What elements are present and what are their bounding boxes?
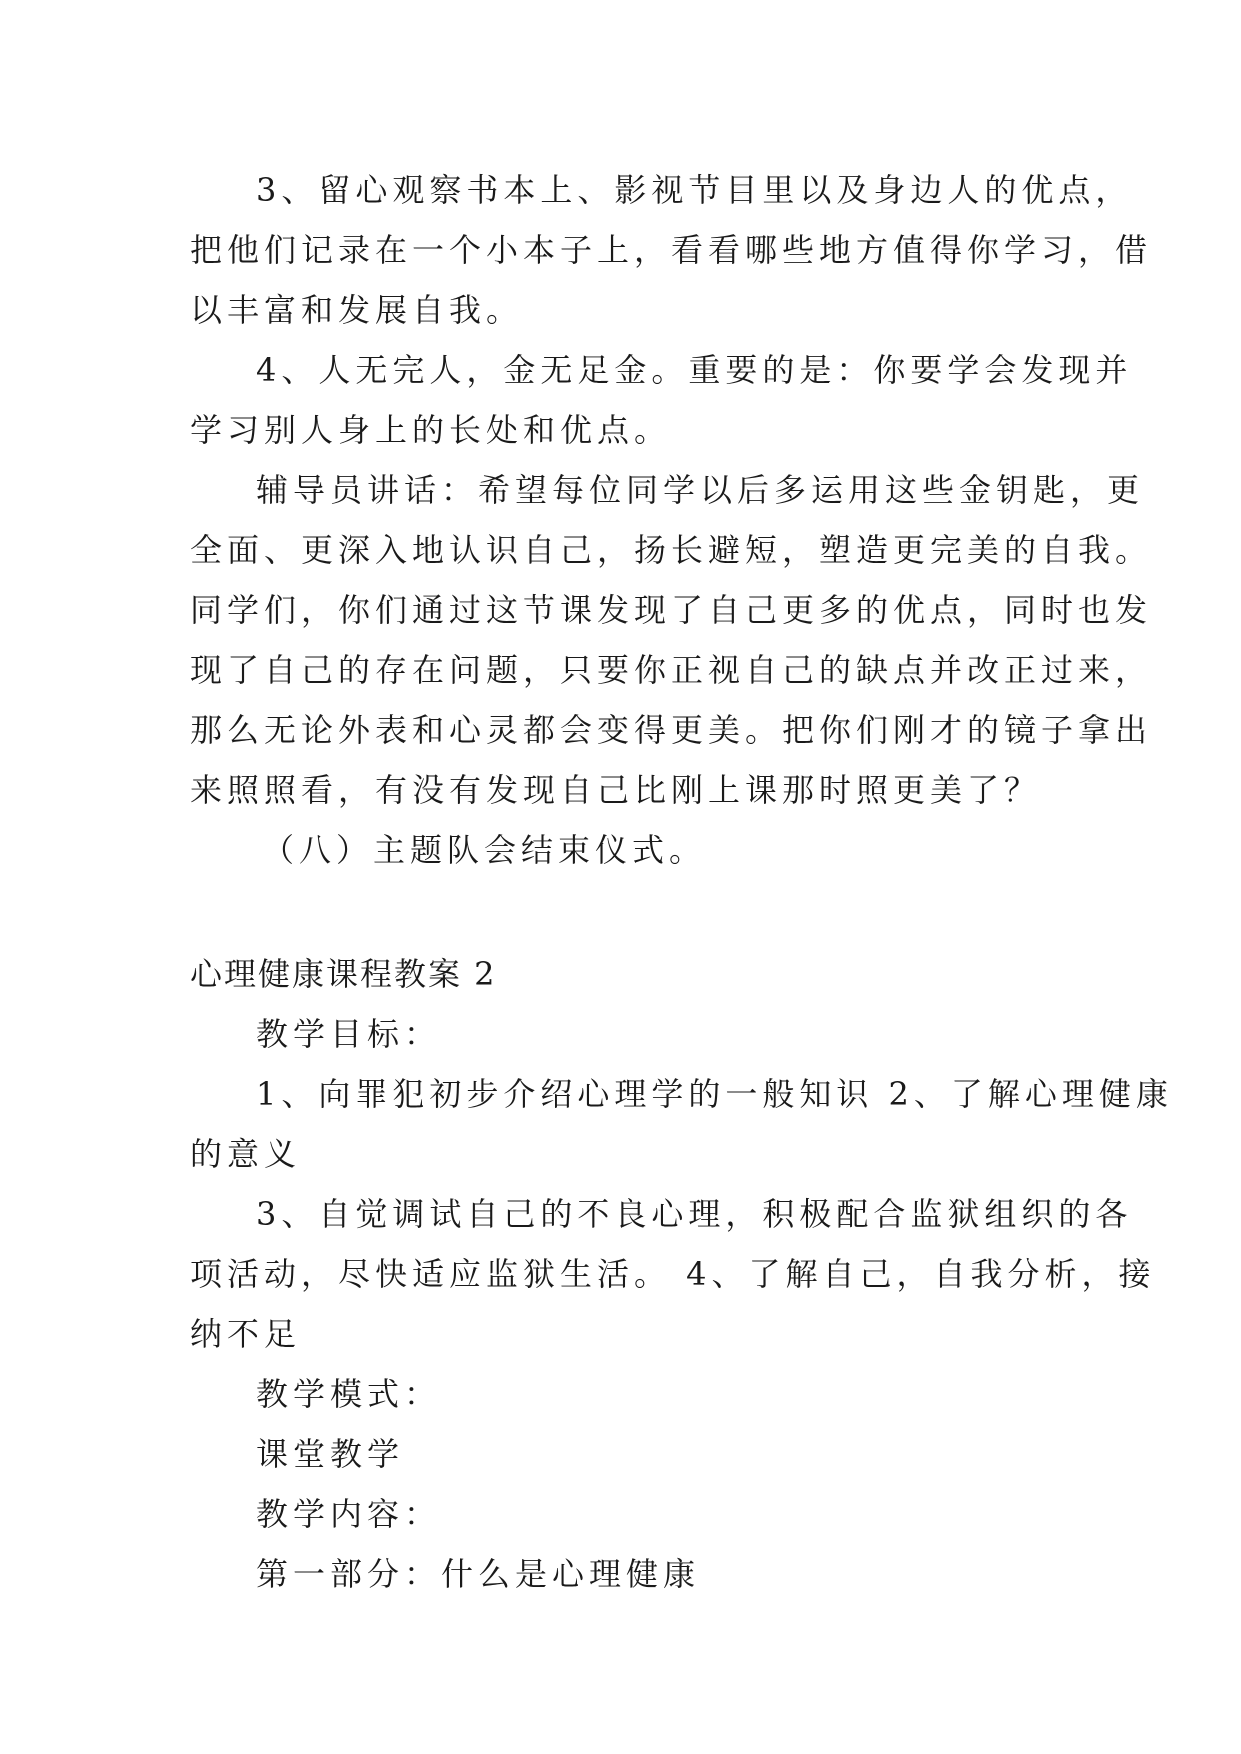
text-line: 全面、更深入地认识自己，扬长避短，塑造更完美的自我。	[190, 531, 1153, 569]
text-line: 来照照看，有没有发现自己比刚上课那时照更美了？	[190, 771, 1042, 809]
paragraph-item-3	[190, 160, 1153, 340]
text-line: 3、留心观察书本上、影视节目里以及身边人的优点，	[256, 171, 1133, 209]
paragraph-objective-3	[190, 1184, 1156, 1364]
text-line: 的意义	[190, 1135, 302, 1173]
text-line: 项活动，尽快适应监狱生活。 4、了解自己，自我分析，接	[190, 1255, 1156, 1293]
text-line: 现了自己的存在问题，只要你正视自己的缺点并改正过来，	[190, 651, 1153, 689]
content-label: 教学内容：	[256, 1495, 442, 1533]
text-line: 3、自觉调试自己的不良心理，积极配合监狱组织的各	[256, 1195, 1133, 1233]
section-spacer	[190, 880, 1062, 944]
text-line: 以丰富和发展自我。	[190, 291, 524, 329]
paragraph-closing-ceremony: （八）主题队会结束仪式。	[262, 831, 707, 869]
text-line: 4、人无完人，金无足金。重要的是：你要学会发现并	[256, 351, 1133, 389]
paragraph-item-4	[190, 340, 1133, 460]
paragraph-counselor-speech	[190, 460, 1153, 820]
text-line: 把他们记录在一个小本子上，看看哪些地方值得你学习，借	[190, 231, 1153, 269]
text-line: 纳不足	[190, 1315, 302, 1353]
section-title: 心理健康课程教案 2	[190, 955, 497, 993]
text-line: 1、向罪犯初步介绍心理学的一般知识 2、了解心理健康	[256, 1075, 1173, 1113]
document-page	[190, 160, 1173, 1604]
paragraph-objective-1	[190, 1064, 1173, 1184]
text-line: 同学们，你们通过这节课发现了自己更多的优点，同时也发	[190, 591, 1153, 629]
objectives-label: 教学目标：	[256, 1015, 442, 1053]
text-line: 辅导员讲话：希望每位同学以后多运用这些金钥匙，更	[256, 471, 1145, 509]
text-line: 那么无论外表和心灵都会变得更美。把你们刚才的镜子拿出	[190, 711, 1153, 749]
part-1-heading: 第一部分：什么是心理健康	[256, 1555, 701, 1593]
text-line: 学习别人身上的长处和优点。	[190, 411, 672, 449]
mode-value: 课堂教学	[256, 1435, 405, 1473]
mode-label: 教学模式：	[256, 1375, 442, 1413]
